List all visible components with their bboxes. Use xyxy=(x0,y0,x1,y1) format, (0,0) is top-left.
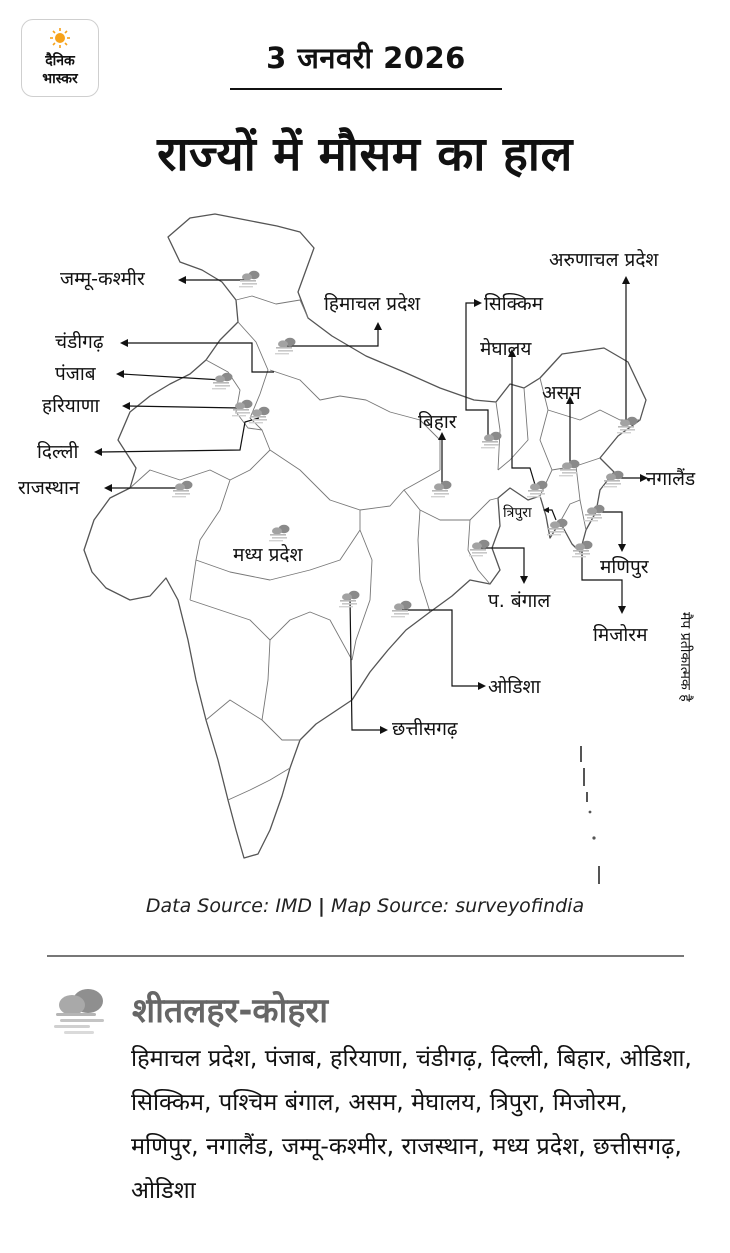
label-manipur: मणिपुर xyxy=(600,556,649,578)
logo-line-1: दैनिक xyxy=(45,53,75,69)
label-odisha: ओडिशा xyxy=(488,676,541,698)
logo-line-2: भास्कर xyxy=(42,71,78,87)
source-line xyxy=(0,895,730,917)
label-arunachal-pradesh: अरुणाचल प्रदेश xyxy=(549,249,659,271)
label-himachal-pradesh: हिमाचल प्रदेश xyxy=(324,293,421,315)
cloud-fog-icon xyxy=(52,985,110,1037)
legend-state-list: हिमाचल प्रदेश, पंजाब, हरियाणा, चंडीगढ़, दिल्ली, बिहार, ओडिशा, सिक्किम, पश्चिम बंगाल, असम, मेघालय, त्रिपुरा, मिजोरम, मणिपुर, नगालैंड, जम्मू-कश्मीर, राजस्थान, मध्य प्रदेश, छत्तीसगढ़, ओडिशा xyxy=(131,1044,692,1204)
label-bihar: बिहार xyxy=(418,411,457,433)
label-west-bengal: प. बंगाल xyxy=(488,590,551,612)
legend-title: शीतलहर-कोहरा xyxy=(132,991,329,1031)
label-nagaland: नगालैंड xyxy=(646,468,696,490)
label-jammu-kashmir: जम्मू-कश्मीर xyxy=(60,268,145,290)
label-rajasthan: राजस्थान xyxy=(18,477,80,499)
label-chhattisgarh: छत्तीसगढ़ xyxy=(392,718,458,740)
source-separator: | xyxy=(318,895,325,917)
page-title: राज्यों में मौसम का हाल xyxy=(157,127,573,182)
label-chandigarh: चंडीगढ़ xyxy=(55,331,104,353)
label-sikkim: सिक्किम xyxy=(484,293,543,315)
label-meghalaya: मेघालय xyxy=(480,338,532,360)
label-haryana: हरियाणा xyxy=(42,395,100,417)
label-punjab: पंजाब xyxy=(55,363,96,385)
divider xyxy=(47,955,684,957)
label-madhya-pradesh: मध्य प्रदेश xyxy=(233,544,303,566)
andaman-islands xyxy=(580,746,600,884)
label-assam: असम xyxy=(542,382,581,404)
label-tripura: त्रिपुरा xyxy=(503,505,532,521)
label-delhi: दिल्ली xyxy=(37,441,79,463)
map-disclaimer: मैप प्रतीकात्मक है xyxy=(677,612,693,702)
data-source: Data Source: IMD xyxy=(145,895,313,917)
map-source: Map Source: surveyofindia xyxy=(331,895,585,917)
date-heading: 3 जनवरी 2026 xyxy=(266,41,466,75)
label-mizoram: मिजोरम xyxy=(593,624,648,646)
